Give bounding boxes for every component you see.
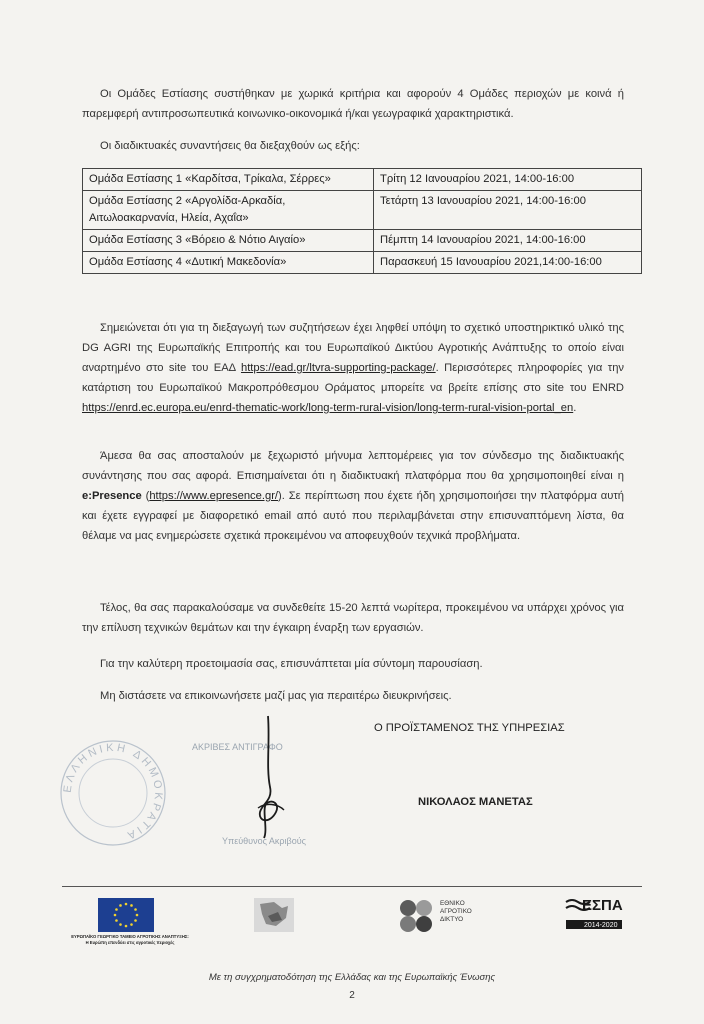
eu-star-icon (119, 904, 122, 907)
meetings-intro: Οι διαδικτυακές συναντήσεις θα διεξαχθούν ως εξής: (100, 140, 360, 152)
meeting-date: Τρίτη 12 Ιανουαρίου 2021, 14:00-16:00 (374, 169, 642, 191)
connect-early-paragraph: Τέλος, θα σας παρακαλούσαμε να συνδεθείτε 15-20 λεπτά νωρίτερα, προκειμένου να υπάρχει χρόνος για την επίλυση τεχνικών θεμάτων και την έγκαιρη έναρξη των εργασιών. (82, 602, 624, 634)
eu-star-icon (114, 914, 117, 917)
signatory-name: ΝΙΚΟΛΑΟΣ ΜΑΝΕΤΑΣ (418, 796, 533, 808)
meeting-row (83, 191, 642, 230)
meeting-date: Τετάρτη 13 Ιανουαρίου 2021, 14:00-16:00 (374, 191, 642, 230)
eu-star-icon (134, 919, 137, 922)
rdp-map-logo-icon (254, 898, 294, 932)
eu-star-icon (119, 923, 122, 926)
meeting-group: Ομάδα Εστίασης 3 «Βόρειο & Νότιο Αιγαίο» (83, 230, 374, 252)
support-material-paragraph: Σημειώνεται ότι για τη διεξαγωγή των συζητήσεων έχει ληφθεί υπόψη το σχετικό υποστηρικτικό υλικό της DG AGRI της Ευρωπαϊκής Επιτροπής και του Ευρωπαϊκού Δικτύου Αγροτικής Ανάπτυξης το οποίο είναι αναρτημένο στο site του ΕΑΔ https://ead.gr/ltvra-supporting-package/. Περισσότερες πληροφορίες για την κατάρτιση του Ευρωπαϊκού Μακροπρόθεσμου Οράματος μπορείτε να βρείτε επίσης στο site του ENRD https://enrd.ec.europa.eu/enrd-thematic-work/long-term-rural-vision/long-term-rural-vision-portal_en. (82, 322, 625, 414)
eu-star-icon (130, 904, 133, 907)
page-number: 2 (349, 990, 355, 1001)
eu-star-icon (134, 908, 137, 911)
enrd-link[interactable]: https://enrd.ec.europa.eu/enrd-thematic-work/long-term-rural-vision/long-term-rural-vision-portal_en (82, 402, 574, 414)
svg-text:ΕΣΠΑ: ΕΣΠΑ (582, 897, 623, 914)
contact-paragraph: Μη διστάσετε να επικοινωνήσετε μαζί μας για περαιτέρω διευκρινήσεις. (100, 690, 452, 702)
eu-star-icon (125, 925, 128, 928)
svg-text:2014-2020: 2014-2020 (584, 922, 618, 929)
official-stamp-icon (58, 738, 168, 848)
handwritten-signature-icon (240, 712, 300, 842)
meeting-date: Παρασκευή 15 Ιανουαρίου 2021,14:00-16:00 (374, 252, 642, 274)
meeting-row (83, 169, 642, 191)
svg-text:ΕΛΛΗΝΙΚΗ ΔΗΜΟΚΡΑΤΙΑ: ΕΛΛΗΝΙΚΗ ΔΗΜΟΚΡΑΤΙΑ (61, 741, 165, 843)
epresence-paragraph: Άμεσα θα σας αποσταλούν με ξεχωριστό μήνυμα λεπτομέρειες για τον σύνδεσμο της διαδικτυακής συνάντησης που σας αφορά. Επισημαίνεται ότι η διαδικτυακή πλατφόρμα που θα χρησιμοποιηθεί είναι η e:Presence (https://www.epresence.gr/). Σε περίπτωση που έχετε ήδη χρησιμοποιήσει την πλατφόρμα αυτή και έχετε εγγραφεί με διαφορετικό email από αυτό που περιλαμβάνεται στην επισυναπτόμενη λίστα, θα θέλαμε να μας ενημερώσετε σχετικά προκειμένου να αποφευχθούν τεχνικά προβλήματα. (82, 450, 624, 542)
eu-star-icon (125, 903, 128, 906)
eu-star-icon (115, 908, 118, 911)
signatory-title: Ο ΠΡΟΪΣΤΑΜΕΝΟΣ ΤΗΣ ΥΠΗΡΕΣΙΑΣ (374, 722, 565, 734)
cofunding-statement: Με τη συγχρηματοδότηση της Ελλάδας και της Ευρωπαϊκής Ένωσης (208, 972, 496, 983)
platform-name: e:Presence (82, 490, 142, 502)
meeting-date: Πέμπτη 14 Ιανουαρίου 2021, 14:00-16:00 (374, 230, 642, 252)
meeting-group: Ομάδα Εστίασης 1 «Καρδίτσα, Τρίκαλα, Σέρρες» (83, 169, 374, 191)
meetings-table (82, 168, 642, 274)
eu-star-icon (130, 923, 133, 926)
copy-responsible-label: Υπεύθυνος Ακριβούς (222, 836, 306, 846)
epresence-link[interactable]: https://www.epresence.gr/ (149, 490, 279, 502)
eu-star-icon (115, 919, 118, 922)
national-rural-network-name: ΕΘΝΙΚΟ ΑΓΡΟΤΙΚΟ ΔΙΚΤΥΟ (440, 900, 472, 923)
presentation-paragraph: Για την καλύτερη προετοιμασία σας, επισυνάπτεται μία σύντομη παρουσίαση. (100, 658, 483, 670)
eafrd-caption: ΕΥΡΩΠΑΪΚΟ ΓΕΩΡΓΙΚΟ ΤΑΜΕΙΟ ΑΓΡΟΤΙΚΗΣ ΑΝΑΠΤΥΞΗΣ: Η Ευρώπη επενδύει στις αγροτικές περιοχές (71, 934, 189, 945)
meeting-group: Ομάδα Εστίασης 2 «Αργολίδα-Αρκαδία, Αιτωλοακαρνανία, Ηλεία, Αχαΐα» (83, 191, 374, 230)
footer-divider (62, 886, 642, 887)
eu-star-icon (136, 914, 139, 917)
meeting-group: Ομάδα Εστίασης 4 «Δυτική Μακεδονία» (83, 252, 374, 274)
ead-link[interactable]: https://ead.gr/ltvra-supporting-package/ (240, 362, 436, 374)
national-rural-network-logo-icon (396, 896, 436, 936)
espa-logo-icon (564, 892, 624, 938)
eu-flag-icon (98, 898, 154, 932)
meeting-row (83, 252, 642, 274)
copy-label: ΑΚΡΙΒΕΣ ΑΝΤΙΓΡΑΦΟ (192, 742, 283, 752)
intro-paragraph: Οι Ομάδες Εστίασης συστήθηκαν με χωρικά κριτήρια και αφορούν 4 Ομάδες περιοχών με κοινά ή παρεμφερή αντιπροσωπευτικά κοινωνικο-οικονομικά ή/και γεωγραφικά χαρακτηριστικά. (82, 88, 624, 120)
meeting-row (83, 230, 642, 252)
